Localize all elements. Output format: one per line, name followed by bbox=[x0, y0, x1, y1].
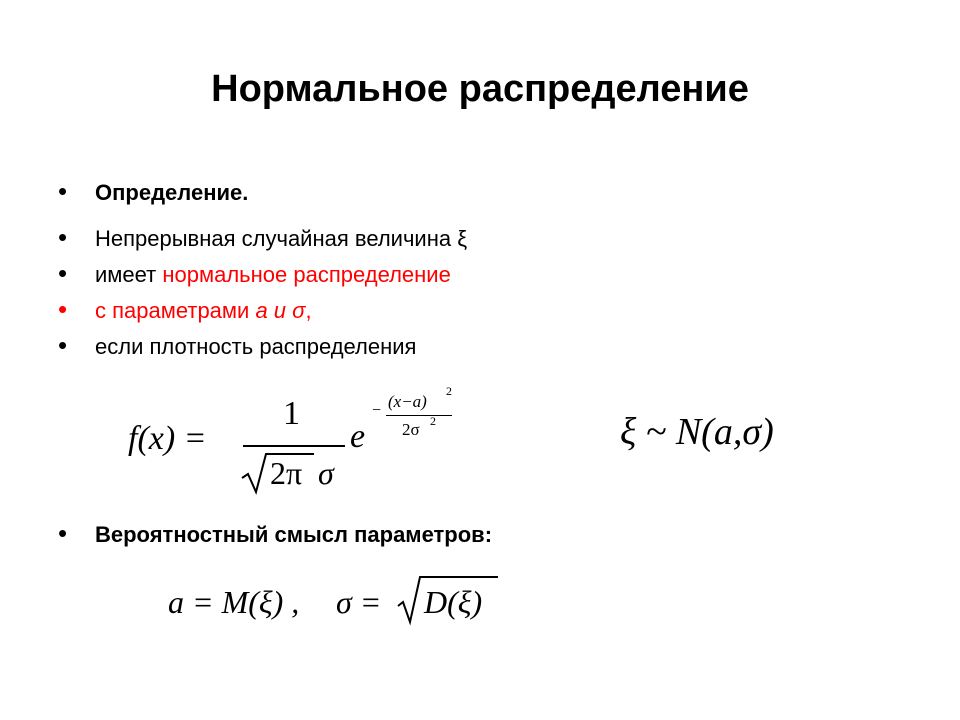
formula-numerator: 1 bbox=[283, 395, 300, 432]
params-prefix: с параметрами bbox=[95, 298, 256, 323]
formula-sigma: σ bbox=[318, 455, 334, 491]
param-a: a bbox=[255, 298, 268, 323]
bullet-text: Непрерывная случайная величина ξ bbox=[95, 226, 468, 251]
bullet-text: если плотность распределения bbox=[95, 334, 417, 359]
formula-exp-denominator: 2σ bbox=[402, 420, 420, 439]
bullet-dot: • bbox=[58, 294, 68, 324]
bullet-dot: • bbox=[58, 176, 68, 206]
sqrt-content: D(ξ) bbox=[424, 584, 483, 620]
formula-lhs: f(x) = bbox=[128, 420, 207, 457]
params-conj: и bbox=[267, 298, 293, 323]
params-suffix: , bbox=[305, 298, 312, 323]
bullet-text: Определение. bbox=[95, 180, 249, 205]
bullet-dot: • bbox=[58, 518, 68, 548]
param-sigma: σ bbox=[292, 298, 306, 323]
normal-notation: ξ ~ N(a,σ) bbox=[620, 411, 774, 453]
sqrt-icon bbox=[396, 574, 426, 626]
bullet-dot: • bbox=[58, 258, 68, 288]
bullet-text: Вероятностный смысл параметров: bbox=[95, 522, 493, 547]
sqrt-bar bbox=[424, 576, 498, 578]
formula-exp-sign: − bbox=[372, 402, 382, 419]
bullet-dot: • bbox=[58, 330, 68, 360]
formula-exp-numerator: (x−a) bbox=[388, 392, 427, 411]
formula-sqrt-content: 2π bbox=[270, 455, 303, 491]
param-a-formula: a = M(ξ) , bbox=[168, 584, 300, 620]
bullet-text bbox=[95, 298, 312, 324]
highlight-normal-distribution: нормальное распределение bbox=[162, 262, 451, 287]
bullet-dot: • bbox=[58, 222, 68, 252]
param-sigma-formula: σ = bbox=[336, 584, 382, 620]
bullet-text bbox=[95, 262, 451, 288]
fraction-bar bbox=[243, 445, 345, 447]
bullet-prefix: имеет bbox=[95, 262, 163, 287]
exp-fraction-bar bbox=[386, 415, 452, 416]
formula-exp-base: e bbox=[350, 418, 366, 455]
formula-exp-numerator-power: 2 bbox=[446, 384, 452, 398]
formula-exp-denominator-power: 2 bbox=[430, 414, 436, 428]
slide-title: Нормальное распределение bbox=[211, 68, 749, 110]
